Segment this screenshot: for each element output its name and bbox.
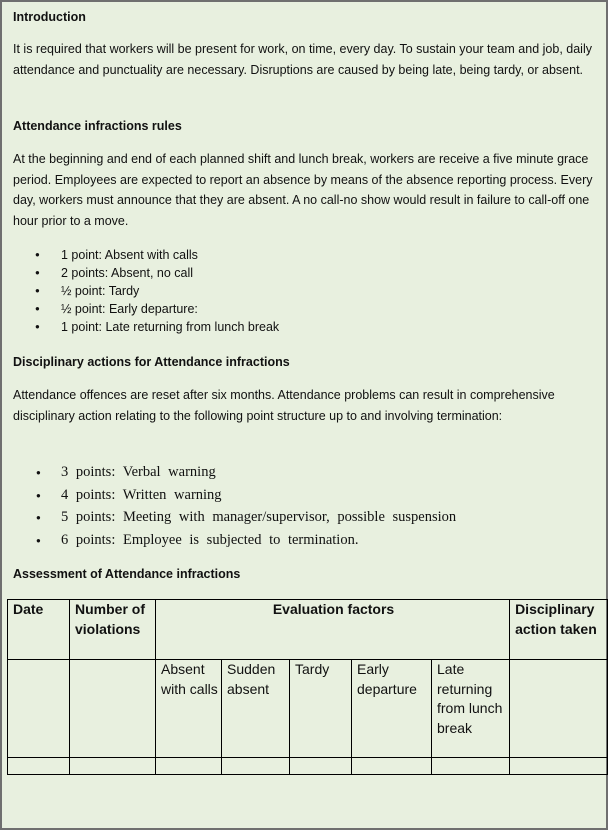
action-header: Disciplinary action taken <box>510 600 608 660</box>
table-cell[interactable] <box>70 758 156 775</box>
list-item: ● 6 points: Employee is subjected to termination. <box>13 529 456 552</box>
list-item: ● 4 points: Written warning <box>13 484 456 507</box>
list-item: ● 1 point: Absent with calls <box>13 246 279 264</box>
factor-cell-absent-with-calls: Absent with calls <box>156 660 222 758</box>
list-item: ● 1 point: Late returning from lunch break <box>13 318 279 336</box>
violations-cell[interactable] <box>70 660 156 758</box>
disciplinary-heading: Disciplinary actions for Attendance infractions <box>13 355 290 369</box>
table-cell[interactable] <box>156 758 222 775</box>
assessment-table <box>7 599 608 775</box>
table-cell[interactable] <box>222 758 290 775</box>
table-cell[interactable] <box>432 758 510 775</box>
table-cell[interactable] <box>352 758 432 775</box>
date-header: Date <box>8 600 70 660</box>
evaluation-factors-header: Evaluation factors <box>156 600 510 660</box>
list-item: ● ½ point: Early departure: <box>13 300 279 318</box>
factor-cell-early-departure: Early departure <box>352 660 432 758</box>
table-cell[interactable] <box>8 758 70 775</box>
action-cell[interactable] <box>510 660 608 758</box>
assessment-heading: Assessment of Attendance infractions <box>13 567 241 581</box>
list-item: ● 3 points: Verbal warning <box>13 461 456 484</box>
table-row <box>8 660 608 758</box>
factor-cell-sudden-absent: Sudden absent <box>222 660 290 758</box>
rules-heading: Attendance infractions rules <box>13 119 182 133</box>
list-item: ● 5 points: Meeting with manager/supervisor, possible suspension <box>13 506 456 529</box>
list-item: ● 2 points: Absent, no call <box>13 264 279 282</box>
violations-header: Number of violations <box>70 600 156 660</box>
table-cell[interactable] <box>510 758 608 775</box>
table-cell[interactable] <box>290 758 352 775</box>
points-list <box>13 246 279 336</box>
table-header-row <box>8 600 608 660</box>
factor-cell-late-returning: Late returning from lunch break <box>432 660 510 758</box>
intro-heading: Introduction <box>13 10 86 24</box>
actions-list <box>13 461 456 551</box>
table-row <box>8 758 608 775</box>
date-cell[interactable] <box>8 660 70 758</box>
factor-cell-tardy: Tardy <box>290 660 352 758</box>
list-item: ● ½ point: Tardy <box>13 282 279 300</box>
disciplinary-paragraph: Attendance offences are reset after six months. Attendance problems can result in comprehensive disciplinary action relating to the following point structure up to and involving termination: <box>13 388 555 423</box>
rules-paragraph: At the beginning and end of each planned shift and lunch break, workers are receive a five minute grace period. Employees are expected to report an absence by means of the absence reporting process. Every day, workers must announce that they are absent. A no call-no show would result in failure to call-off one hour prior to a move. <box>13 152 593 228</box>
intro-paragraph: It is required that workers will be present for work, on time, every day. To sustain your team and job, daily attendance and punctuality are necessary. Disruptions are caused by being late, being tardy, or absent. <box>13 42 592 77</box>
